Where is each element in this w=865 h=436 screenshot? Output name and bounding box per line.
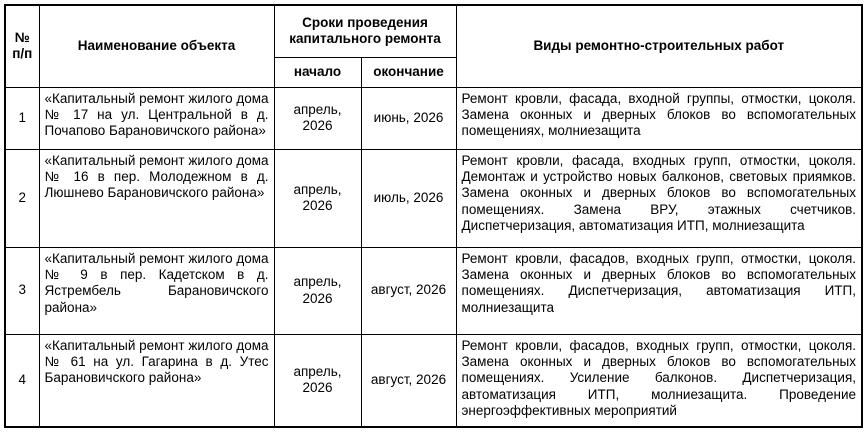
header-start-date: начало: [274, 57, 361, 87]
end-date-cell: июнь, 2026: [361, 87, 456, 149]
table-row: [5, 87, 862, 149]
table-header: [5, 5, 862, 87]
row-number: 1: [5, 87, 39, 149]
object-name-cell: «Капитальный ремонт жилого дома № 17 на ул. Центральной в д. Почапово Барановичского района»: [39, 87, 274, 149]
works-cell: Ремонт кровли, фасадов, входных групп, отмостки, цоколя. Замена оконных и дверных блоков во вспомогательных помещениях. Диспетчеризация, автоматизация ИТП, молниезащита: [456, 247, 862, 334]
table-row: [5, 247, 862, 334]
header-works: Виды ремонтно-строительных работ: [456, 5, 862, 87]
header-object-name: Наименование объекта: [39, 5, 274, 87]
row-number: 2: [5, 149, 39, 247]
header-num: № п/п: [5, 5, 39, 87]
start-date-cell: апрель, 2026: [274, 149, 361, 247]
object-name-cell: «Капитальный ремонт жилого дома № 9 в пер. Кадетском в д. Ястрембель Барановичского района»: [39, 247, 274, 334]
object-name-cell: «Капитальный ремонт жилого дома № 61 на ул. Гагарина в д. Утес Барановичского района»: [39, 334, 274, 427]
start-date-cell: апрель, 2026: [274, 334, 361, 427]
start-date-cell: апрель, 2026: [274, 87, 361, 149]
end-date-cell: июль, 2026: [361, 149, 456, 247]
start-date-cell: апрель, 2026: [274, 247, 361, 334]
table-row: [5, 334, 862, 427]
header-end-date: окончание: [361, 57, 456, 87]
row-number: 3: [5, 247, 39, 334]
object-name-cell: «Капитальный ремонт жилого дома № 16 в пер. Молодежном в д. Люшнево Барановичского района»: [39, 149, 274, 247]
header-period-group: Сроки проведения капитального ремонта: [274, 5, 456, 57]
works-cell: Ремонт кровли, фасада, входных групп, отмостки, цоколя. Демонтаж и устройство новых балконов, световых приямков. Замена оконных и дверных блоков во вспомогательных помещениях. Замена ВРУ, этажных счетчиков. Диспетчеризация, автоматизация ИТП, молниезащита: [456, 149, 862, 247]
repair-schedule-table: [4, 4, 863, 428]
table-row: [5, 149, 862, 247]
works-cell: Ремонт кровли, фасадов, входных групп, отмостки, цоколя. Замена оконных и дверных блоков во вспомогательных помещениях. Усиление балконов. Диспетчеризация, автоматизация ИТП, молниезащита. Проведение энергоэффективных мероприятий: [456, 334, 862, 427]
row-number: 4: [5, 334, 39, 427]
end-date-cell: август, 2026: [361, 334, 456, 427]
end-date-cell: август, 2026: [361, 247, 456, 334]
works-cell: Ремонт кровли, фасада, входной группы, отмостки, цоколя. Замена оконных и дверных блоков во вспомогательных помещениях, молниезащита: [456, 87, 862, 149]
